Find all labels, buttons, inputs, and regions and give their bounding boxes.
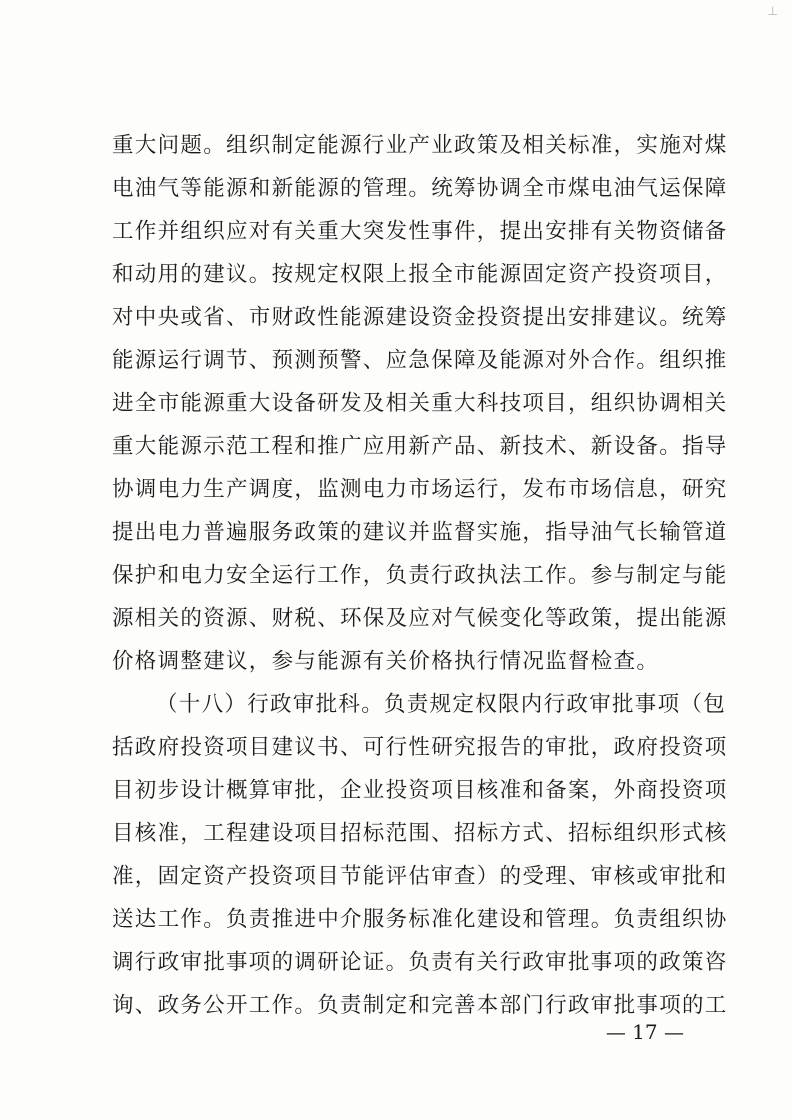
text-line: 进全市能源重大设备研发及相关重大科技项目，组织协调相关	[112, 391, 728, 416]
text-line: 工作并组织应对有关重大突发性事件，提出安排有关物资储备	[112, 219, 728, 244]
text-line: 价格调整建议，参与能源有关价格执行情况监督检查。	[112, 649, 660, 674]
text-line: 调行政审批事项的调研论证。负责有关行政审批事项的政策咨	[112, 950, 728, 975]
text-line: 能源运行调节、预测预警、应急保障及能源对外合作。组织推	[112, 348, 728, 373]
text-line: 和动用的建议。按规定权限上报全市能源固定资产投资项目，	[112, 262, 728, 287]
text-line: 括政府投资项目建议书、可行性研究报告的审批，政府投资项	[112, 735, 728, 760]
text-line: 提出电力普遍服务政策的建议并监督实施，指导油气长输管道	[112, 520, 728, 545]
text-line: 重大能源示范工程和推广应用新产品、新技术、新设备。指导	[112, 434, 728, 459]
text-line: （十八）行政审批科。负责规定权限内行政审批事项（包	[156, 692, 727, 717]
corner-mark: ⊥	[767, 4, 778, 18]
text-line: 协调电力生产调度，监测电力市场运行，发布市场信息，研究	[112, 477, 728, 502]
text-line: 电油气等能源和新能源的管理。统筹协调全市煤电油气运保障	[112, 176, 728, 201]
page-number: — 17 —	[605, 1020, 684, 1044]
text-line: 重大问题。组织制定能源行业产业政策及相关标准，实施对煤	[112, 133, 728, 158]
text-line: 保护和电力安全运行工作，负责行政执法工作。参与制定与能	[112, 563, 728, 588]
text-line: 源相关的资源、财税、环保及应对气候变化等政策，提出能源	[112, 606, 728, 631]
text-line: 准，固定资产投资项目节能评估审查）的受理、审核或审批和	[112, 864, 728, 889]
text-line: 对中央或省、市财政性能源建设资金投资提出安排建议。统筹	[112, 305, 728, 330]
text-line: 目初步设计概算审批，企业投资项目核准和备案，外商投资项	[112, 778, 728, 803]
text-line: 询、政务公开工作。负责制定和完善本部门行政审批事项的工	[112, 993, 728, 1018]
text-line: 目核准，工程建设项目招标范围、招标方式、招标组织形式核	[112, 821, 728, 846]
text-line: 送达工作。负责推进中介服务标准化建设和管理。负责组织协	[112, 907, 728, 932]
